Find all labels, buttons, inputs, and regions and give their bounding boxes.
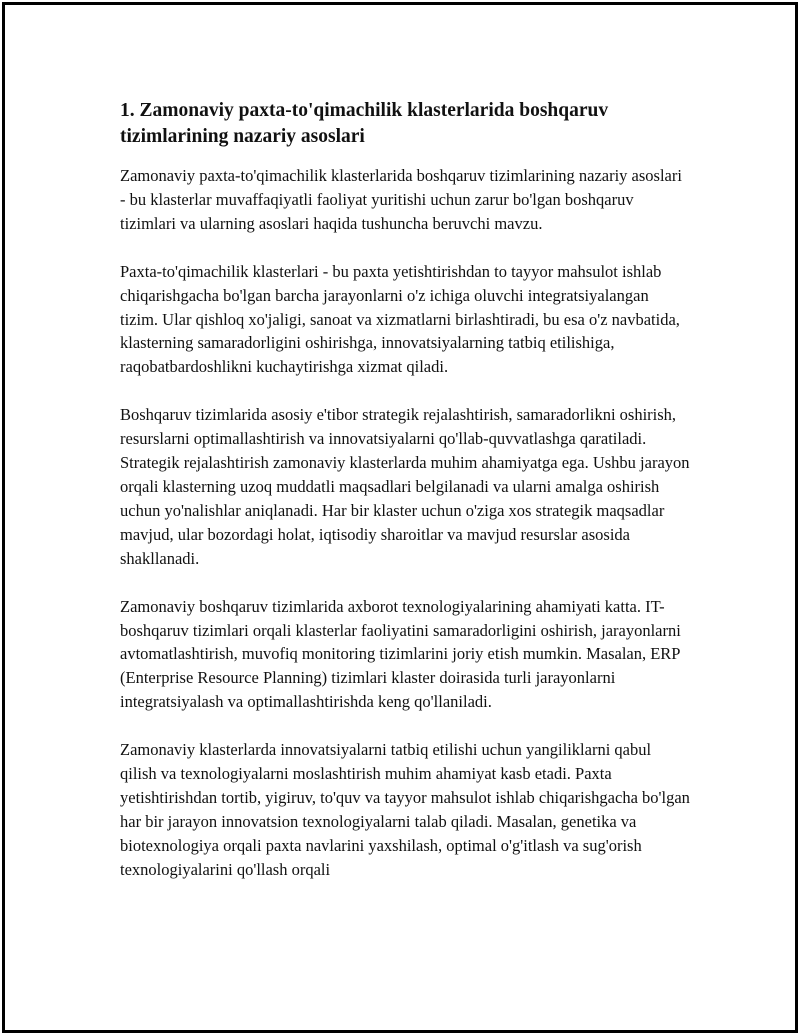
paragraph-3: Boshqaruv tizimlarida asosiy e'tibor strategik rejalashtirish, samaradorlikni oshirish, resurslarni optimallashtirish va innovatsiyalarni qo'llab-quvvatlashga qaratiladi. Strategik rejalashtirish zamonaviy klasterlarda muhim ahamiyatga ega. Ushbu jarayon orqali klasterning uzoq muddatli maqsadlari belgilanadi va ularni amalga oshirish uchun yo'nalishlar aniqlanadi. Har bir klaster uchun o'ziga xos strategik maqsadlar mavjud, ular bozordagi holat, iqtisodiy sharoitlar va mavjud resurslar asosida shakllanadi. [120, 405, 690, 568]
document-page [2, 2, 798, 1033]
section-heading: 1. Zamonaviy paxta-to'qimachilik klasterlarida boshqaruv tizimlarining nazariy asoslari [120, 100, 609, 147]
paragraph-5: Zamonaviy klasterlarda innovatsiyalarni tatbiq etilishi uchun yangiliklarni qabul qilish va texnologiyalarni moslashtirish muhim ahamiyat kasb etadi. Paxta yetishtirishdan tortib, yigiruv, to'quv va tayyor mahsulot ishlab chiqarishgacha bo'lgan har bir jarayon innovatsion texnologiyalarni talab qiladi. Masalan, genetika va biotexnologiya orqali paxta navlarini yaxshilash, optimal o'g'itlash va sug'orish texnologiyalarini qo'llash orqali [120, 740, 690, 879]
paragraph-1: Zamonaviy paxta-to'qimachilik klasterlarida boshqaruv tizimlarining nazariy asoslari - bu klasterlar muvaffaqiyatli faoliyat yuritishi uchun zarur bo'lgan boshqaruv tizimlari va ularning asoslari haqida tushuncha beruvchi mavzu. [120, 166, 682, 233]
document-content [120, 98, 690, 906]
paragraph-4: Zamonaviy boshqaruv tizimlarida axborot texnologiyalarining ahamiyati katta. IT-boshqaruv tizimlari orqali klasterlar faoliyatini samaradorligini oshirish, jarayonlarni avtomatlashtirish, muvofiq monitoring tizimlarini joriy etish mumkin. Masalan, ERP (Enterprise Resource Planning) tizimlari klaster doirasida turli jarayonlarni integratsiyalash va optimallashtirishda keng qo'llaniladi. [120, 596, 681, 712]
paragraph-2: Paxta-to'qimachilik klasterlari - bu paxta yetishtirishdan to tayyor mahsulot ishlab chiqarishgacha bo'lgan barcha jarayonlarni o'z ichiga oluvchi integratsiyalangan tizim. Ular qishloq xo'jaligi, sanoat va xizmatlarni birlashtiradi, bu esa o'z navbatida, klasterning samaradorligini oshirishga, innovatsiyalarning tatbiq etilishiga, raqobatbardoshlikni kuchaytirishga xizmat qiladi. [120, 261, 680, 377]
